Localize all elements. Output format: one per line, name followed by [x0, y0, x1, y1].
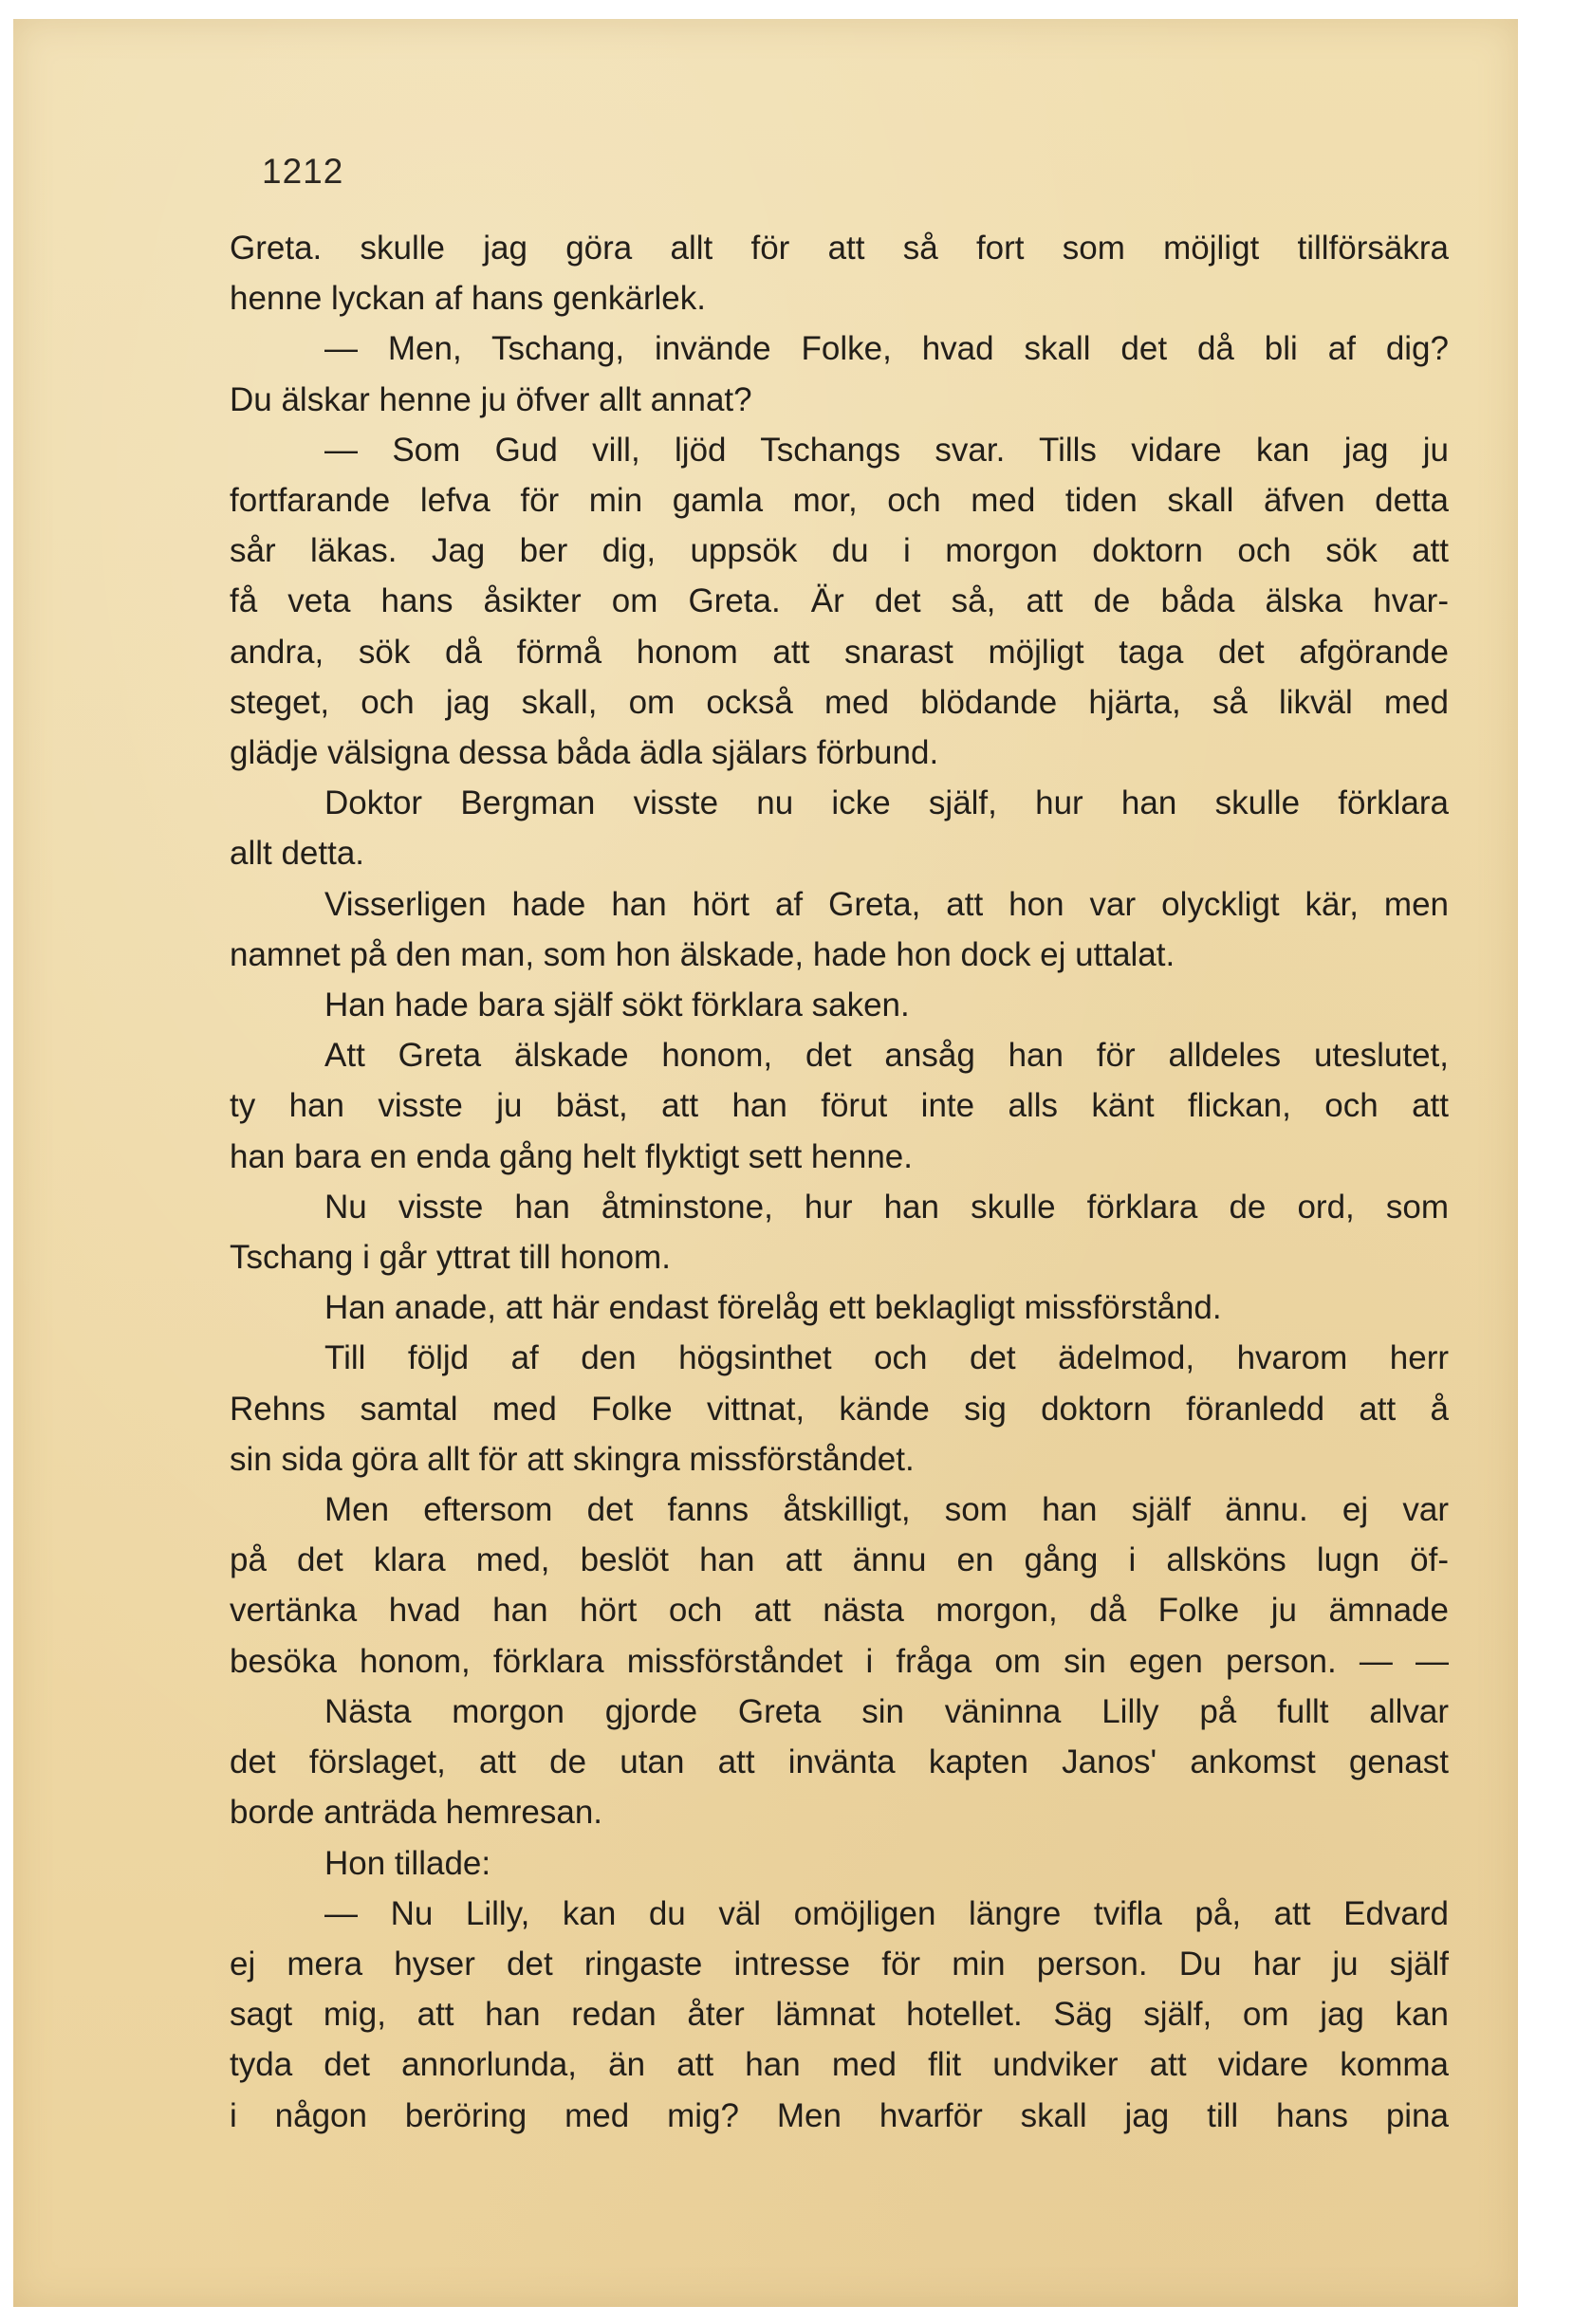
text-line: vertänka hvad han hört och att nästa morgon, då Folke ju ämnade [230, 1592, 1449, 1630]
text-line: Visserligen hade han hört af Greta, att hon var olyckligt kär, men [324, 885, 1449, 923]
page-number: 1212 [262, 152, 344, 191]
text-line: steget, och jag skall, om också med blödande hjärta, så likväl med [230, 683, 1449, 721]
text-line: tyda det annorlunda, än att han med flit undviker att vidare komma [230, 2046, 1449, 2084]
text-line: Han anade, att här endast förelåg ett beklagligt missförstånd. [324, 1289, 1222, 1327]
text-line: besöka honom, förklara missförståndet i fråga om sin egen person. — — [230, 1642, 1449, 1680]
text-line: Rehns samtal med Folke vittnat, kände sig doktorn föranledd att å [230, 1390, 1449, 1428]
text-line: Nästa morgon gjorde Greta sin väninna Lilly på fullt allvar [324, 1692, 1449, 1730]
text-line: henne lyckan af hans genkärlek. [230, 280, 706, 318]
text-line: Hon tillade: [324, 1844, 491, 1882]
text-line: Till följd af den högsinthet och det ädelmod, hvarom herr [324, 1339, 1449, 1377]
text-line: namnet på den man, som hon älskade, hade hon dock ej uttalat. [230, 935, 1175, 973]
text-line: på det klara med, beslöt han att ännu en gång i allsköns lugn öf- [230, 1541, 1449, 1579]
text-line: Du älskar henne ju öfver allt annat? [230, 380, 752, 418]
text-line: allt detta. [230, 835, 365, 873]
text-line: Att Greta älskade honom, det ansåg han för alldeles uteslutet, [324, 1037, 1449, 1075]
text-line: Han hade bara själf sökt förklara saken. [324, 987, 910, 1024]
text-line: andra, sök då förmå honom att snarast möjligt taga det afgörande [230, 633, 1449, 671]
text-line: — Som Gud vill, ljöd Tschangs svar. Tills vidare kan jag ju [324, 431, 1449, 469]
text-line: sår läkas. Jag ber dig, uppsök du i morgon doktorn och sök att [230, 532, 1449, 570]
text-line: han bara en enda gång helt flyktigt sett henne. [230, 1137, 913, 1175]
text-line: Nu visste han åtminstone, hur han skulle förklara de ord, som [324, 1188, 1449, 1226]
text-line: i någon beröring med mig? Men hvarför skall jag till hans pina [230, 2096, 1449, 2134]
text-line: — Men, Tschang, invände Folke, hvad skall det då bli af dig? [324, 330, 1449, 368]
text-line: — Nu Lilly, kan du väl omöjligen längre tvifla på, att Edvard [324, 1894, 1449, 1932]
text-line: sagt mig, att han redan åter lämnat hotellet. Säg själf, om jag kan [230, 1996, 1449, 2034]
text-line: få veta hans åsikter om Greta. Är det så, att de båda älska hvar- [230, 582, 1449, 620]
text-line: ej mera hyser det ringaste intresse för min person. Du har ju själf [230, 1945, 1449, 1983]
text-line: Tschang i går yttrat till honom. [230, 1239, 671, 1277]
text-line: Doktor Bergman visste nu icke själf, hur han skulle förklara [324, 784, 1449, 822]
text-line: sin sida göra allt för att skingra missförståndet. [230, 1440, 915, 1478]
text-line: Greta. skulle jag göra allt för att så fort som möjligt tillförsäkra [230, 230, 1449, 267]
text-line: ty han visste ju bäst, att han förut inte alls känt flickan, och att [230, 1087, 1449, 1125]
text-line: borde anträda hemresan. [230, 1794, 603, 1832]
text-line: Men eftersom det fanns åtskilligt, som han själf ännu. ej var [324, 1491, 1449, 1529]
text-line: det förslaget, att de utan att invänta kapten Janos' ankomst genast [230, 1743, 1449, 1781]
text-line: glädje välsigna dessa båda ädla själars förbund. [230, 734, 939, 772]
text-line: fortfarande lefva för min gamla mor, och med tiden skall äfven detta [230, 482, 1449, 520]
body-text [230, 223, 1449, 2141]
book-page [13, 19, 1518, 2307]
